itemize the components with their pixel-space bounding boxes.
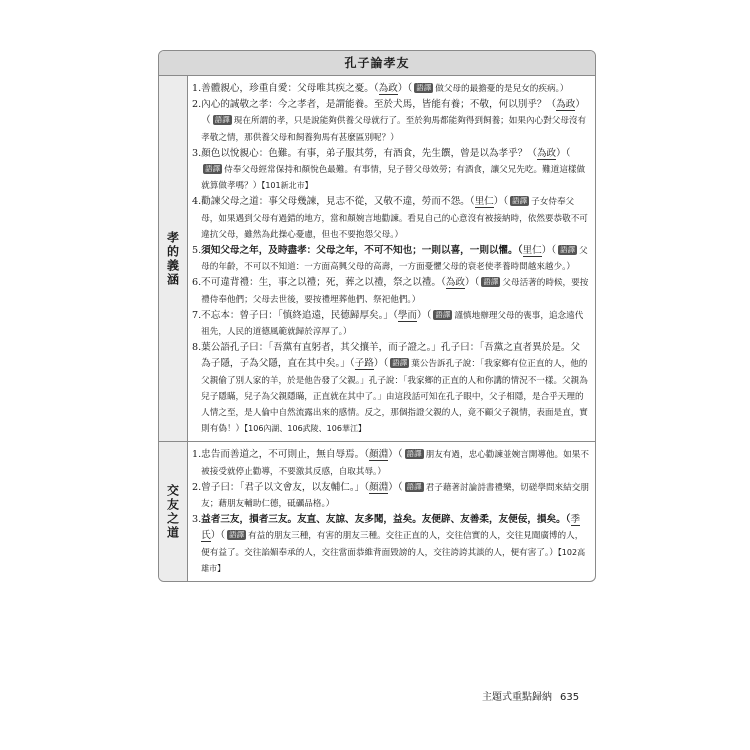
quote-text: 曾子曰：「君子以文會友，以友輔仁。」（ — [201, 481, 370, 493]
item-number: 5. — [192, 245, 202, 257]
item-content — [201, 308, 589, 340]
footer-text: 主題式重點歸納 — [482, 692, 552, 703]
section-row — [159, 442, 595, 581]
list-item — [192, 81, 589, 97]
item-content — [201, 194, 589, 243]
item-content — [201, 243, 589, 275]
list-item — [192, 275, 589, 307]
item-content — [201, 512, 589, 577]
list-item — [192, 146, 589, 195]
table-sections — [159, 76, 595, 581]
quote-text: 葉公語孔子曰：「吾黨有直躬者，其父攘羊，而子證之。」孔子曰：「吾黨之直者異於是。父為子隱，子為父隱，直在其中矣。」（ — [201, 342, 581, 370]
translation-badge: 語譯 — [205, 164, 221, 174]
item-content — [201, 81, 589, 97]
section-label: 孝的義涵 — [165, 230, 180, 287]
translation-text: 父母活著的時候，要按禮侍奉他們；父母去世後，要按禮埋葬他們、祭祀他們。） — [201, 278, 589, 305]
quote-text: 內心的誠敬之孝：今之孝者，是謂能養。至於犬馬，皆能有養；不敬，何以別乎？（ — [201, 99, 557, 111]
paren-text: ）（ — [210, 530, 226, 542]
quote-text: 不可違背禮：生，事之以禮；死，葬之以禮，祭之以禮。（ — [201, 277, 446, 289]
table-title: 孔子論孝友 — [159, 51, 595, 76]
quote-text: 忠告而善道之，不可則止，無自辱焉。（ — [201, 449, 370, 461]
item-content — [201, 340, 589, 437]
paren-text: ）（ — [388, 449, 403, 461]
item-number: 1. — [192, 83, 202, 94]
item-content — [201, 275, 589, 307]
list-item — [192, 243, 589, 275]
translation-badge: 語譯 — [406, 481, 422, 491]
item-number: 3. — [192, 514, 202, 526]
translation-badge: 語譯 — [229, 530, 245, 540]
translation-text: 君子藉著討論詩書禮樂，切磋學問來結交朋友；藉朋友輔助仁德，砥礪品格。） — [201, 482, 589, 510]
exam-reference: 【106內湖、106武陵、106華江】 — [244, 424, 366, 434]
translation-text: 子女侍奉父母，如果遇到父母有過錯的地方，當和顏婉言地勸諫。看見自己的心意沒有被接納時，依然要恭敬不可違抗父母，雖然為此操心憂慮，但也不要抱怨父母。） — [201, 197, 588, 240]
source-chapter: 里仁 — [522, 245, 542, 257]
section-body — [188, 76, 595, 441]
source-chapter: 顏淵 — [369, 449, 389, 461]
translation-badge: 語譯 — [214, 115, 230, 125]
list-item — [192, 447, 589, 479]
item-number: 3. — [192, 147, 202, 159]
source-chapter: 顏淵 — [369, 481, 389, 493]
translation-badge: 語譯 — [512, 196, 528, 206]
section-label: 交友之道 — [165, 483, 180, 540]
quote-text: 須知父母之年，及時盡孝：父母之年，不可不知也；一則以喜，一則以懼。（ — [201, 245, 523, 257]
source-chapter: 為政 — [536, 147, 557, 159]
translation-text: 父母的年齡，不可以不知道：一方面高興父母的高壽，一方面憂懼父母的衰老使孝養時間越來越少。） — [201, 246, 588, 273]
quote-text: 善體親心，珍重自愛：父母唯其疾之憂。（ — [201, 83, 379, 94]
exam-reference: 【102高雄市】 — [201, 547, 586, 573]
quote-text: 不忘本：曾子曰：「慎終追遠，民德歸厚矣。」（ — [201, 309, 398, 321]
translation-text: 做父母的最擔憂的是兒女的疾病。） — [435, 84, 569, 94]
translation-text: 葉公告訴孔子說：「我家鄉有位正直的人，他的父親偷了別人家的羊，於是他告發了父親。」孔子說：「我家鄉的正直的人和你講的情況不一樣。父親為兒子隱瞞，兒子為父親隱瞞，正直就在其中了。」由這段話可知在孔子眼中，父子相隱，是合乎天理的人情之至，是人倫中自然流露出來的感情。反之，那個指證父親的人，竟不顧父子親情，表面是直，實則有偽！） — [201, 359, 588, 435]
translation-badge: 語譯 — [392, 358, 408, 368]
confucius-filial-table — [158, 50, 596, 582]
source-chapter: 季氏 — [201, 514, 581, 542]
item-number: 4. — [192, 196, 202, 208]
item-content — [201, 97, 589, 146]
exam-reference: 【101新北市】 — [261, 181, 313, 191]
quote-text: 顏色以悅親心：色難。有事，弟子服其勞，有酒食，先生饌，曾是以為孝乎？（ — [201, 147, 537, 159]
paren-text: ）（ — [464, 277, 480, 289]
translation-text: 謹慎地辦理父母的喪事，追念遠代祖先，人民的道德風範就歸於淳厚了。） — [201, 310, 584, 338]
paren-text: ）（ — [201, 99, 585, 127]
translation-badge: 語譯 — [406, 449, 422, 459]
paren-text: ）（ — [556, 147, 571, 159]
paren-text: ）（ — [397, 83, 413, 94]
page-number: 635 — [560, 692, 580, 703]
item-content — [201, 480, 589, 512]
translation-text: 朋友有過，忠心勸諫並婉言開導他。如果不被接受就停止勸導，不要激其反感，自取其辱。） — [201, 450, 589, 477]
list-item — [192, 97, 589, 146]
item-number: 2. — [192, 99, 202, 111]
list-item — [192, 308, 589, 340]
item-content — [201, 146, 589, 195]
section-row — [159, 76, 595, 442]
paren-text: ）（ — [417, 309, 432, 321]
paren-text: ）（ — [388, 481, 403, 493]
translation-badge: 語譯 — [435, 309, 451, 319]
source-chapter: 為政 — [378, 83, 398, 94]
translation-text: 現在所謂的孝，只是說能夠供養父母就行了。至於狗馬都能夠得到飼養；如果內心對父母沒有孝敬之情，那供養父母和飼養狗馬有甚麼區別呢？） — [201, 116, 587, 143]
item-number: 2. — [192, 481, 202, 493]
list-item — [192, 340, 589, 437]
quote-text: 益者三友，損者三友。友直、友諒、友多聞，益矣。友便辟、友善柔，友便佞，損矣。（ — [201, 514, 571, 526]
quote-text: 勸諫父母之道：事父母幾諫，見志不從，又敬不違，勞而不怨。（ — [201, 196, 475, 208]
paren-text: ）（ — [493, 196, 509, 208]
paren-text: ）（ — [373, 358, 389, 370]
translation-text: 有益的朋友三種，有害的朋友三種。交往正直的人，交往信實的人，交往見聞廣博的人，便有益了。交往諂媚奉承的人，交往當面恭維背面毀謗的人，交往誇誇其談的人，便有害了。） — [201, 531, 584, 558]
translation-badge: 語譯 — [560, 245, 576, 255]
source-chapter: 里仁 — [474, 196, 494, 208]
source-chapter: 為政 — [556, 99, 576, 111]
item-number: 1. — [192, 449, 202, 461]
list-item — [192, 480, 589, 512]
translation-badge: 語譯 — [483, 277, 499, 287]
item-number: 8. — [192, 342, 202, 354]
paren-text: ）（ — [541, 245, 557, 257]
list-item — [192, 512, 589, 577]
page-footer — [482, 688, 579, 703]
source-chapter: 學而 — [397, 309, 418, 321]
list-item — [192, 194, 589, 243]
section-body — [188, 442, 595, 581]
source-chapter: 為政 — [445, 277, 465, 289]
item-number: 6. — [192, 277, 202, 289]
section-label-cell — [159, 442, 188, 581]
item-content — [201, 447, 589, 479]
item-number: 7. — [192, 309, 202, 321]
source-chapter: 子路 — [354, 358, 374, 370]
section-label-cell — [159, 76, 188, 441]
translation-badge: 語譯 — [416, 83, 432, 92]
translation-text: 侍奉父母經常保持和顏悅色最難。有事情，兒子替父母效勞；有酒食，讓父兄先吃。難道這樣做就算做孝嗎？） — [201, 165, 586, 192]
